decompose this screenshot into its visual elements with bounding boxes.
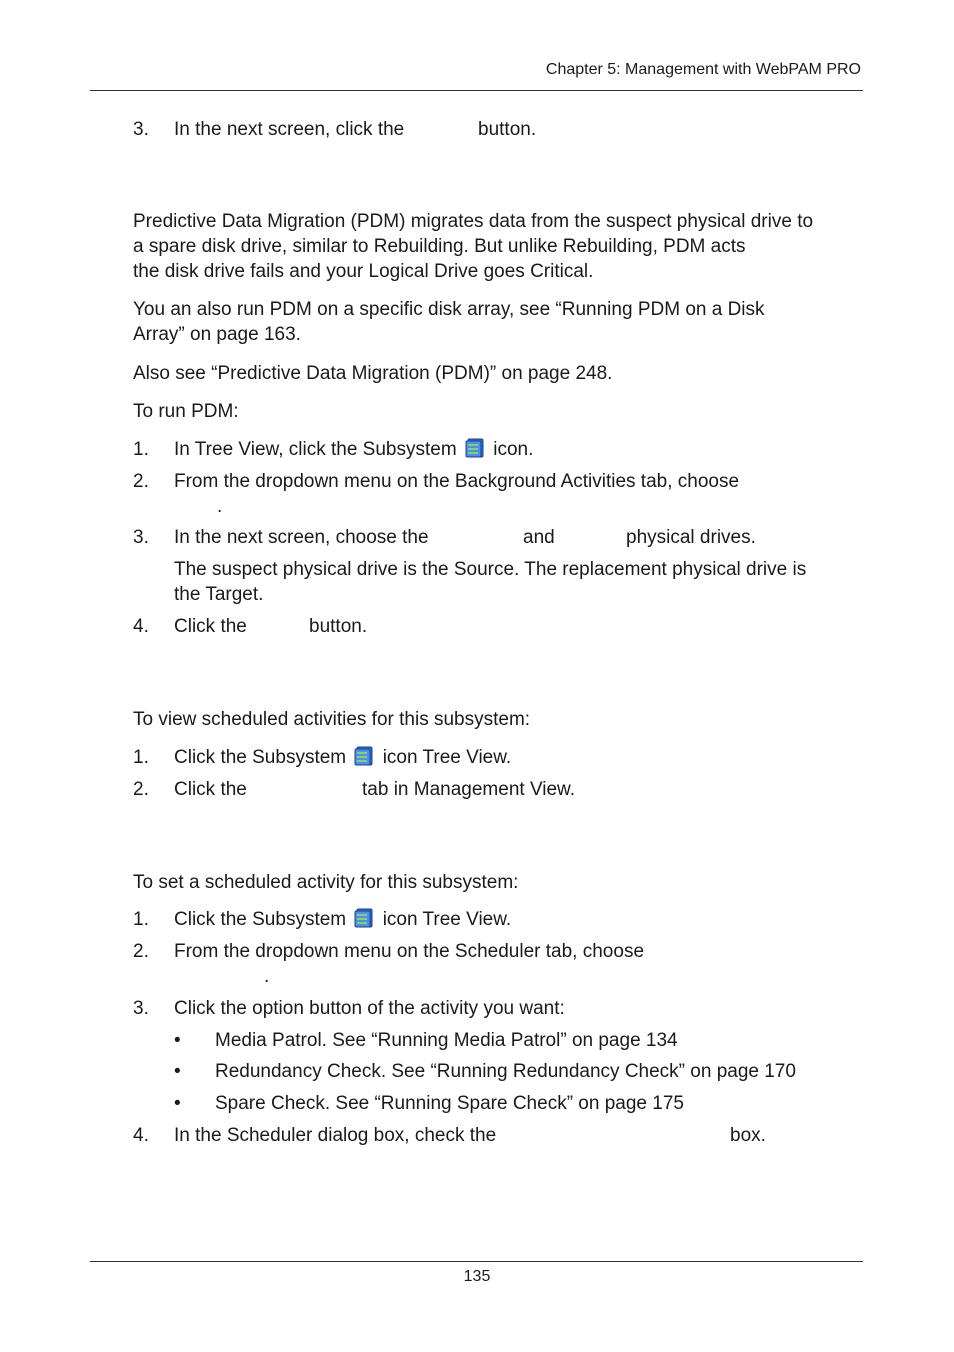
step-text: From the dropdown menu on the Background Activities tab, choose	[174, 471, 740, 492]
subsystem-icon	[353, 907, 375, 929]
pdm-also-run-line: You an also run PDM on a specific disk array, see “Running PDM on a Disk	[133, 299, 765, 320]
chapter-title: Chapter 5: Management with WebPAM PRO	[545, 61, 861, 78]
step-number: 3.	[133, 119, 149, 140]
step-text-end: button.	[309, 616, 368, 637]
bullet-marker: •	[174, 1030, 181, 1051]
step-text: Click the option button of the activity you want:	[174, 998, 565, 1019]
step-note-line: the Target.	[174, 584, 264, 605]
view-sched-intro: To view scheduled activities for this subsystem:	[133, 709, 531, 730]
step-text-end: box.	[730, 1125, 766, 1146]
pdm-also-see: Also see “Predictive Data Migration (PDM)” on page 248.	[133, 363, 613, 384]
step-number: 3.	[133, 998, 149, 1019]
step-text: From the dropdown menu on the Scheduler tab, choose	[174, 941, 645, 962]
pdm-intro-line: the disk drive fails and your Logical Drive goes Critical.	[133, 261, 594, 282]
footer-rule	[90, 1261, 863, 1262]
step-number: 1.	[133, 909, 149, 930]
step-number: 2.	[133, 471, 149, 492]
step-note-line: The suspect physical drive is the Source. The replacement physical drive is	[174, 559, 807, 580]
step-text: Click the	[174, 779, 247, 800]
step-trailing-period: .	[217, 496, 223, 517]
step-text: physical drives.	[626, 527, 756, 548]
pdm-intro-line: a spare disk drive, similar to Rebuilding. But unlike Rebuilding, PDM acts	[133, 236, 746, 257]
page-number: 135	[463, 1268, 491, 1285]
step-text-end: tab in Management View.	[362, 779, 576, 800]
bullet-item: Redundancy Check. See “Running Redundancy Check” on page 170	[215, 1061, 796, 1082]
bullet-item: Spare Check. See “Running Spare Check” on page 175	[215, 1093, 684, 1114]
bullet-marker: •	[174, 1061, 181, 1082]
step-text: In the next screen, click the	[174, 119, 405, 140]
bullet-item: Media Patrol. See “Running Media Patrol” on page 134	[215, 1030, 678, 1051]
step-number: 4.	[133, 616, 149, 637]
pdm-intro-line: Predictive Data Migration (PDM) migrates data from the suspect physical drive to	[133, 211, 814, 232]
bullet-marker: •	[174, 1093, 181, 1114]
step-number: 1.	[133, 747, 149, 768]
set-sched-intro: To set a scheduled activity for this subsystem:	[133, 872, 519, 893]
pdm-to-run: To run PDM:	[133, 401, 239, 422]
step-text: Click the Subsystem icon Tree View.	[174, 909, 512, 930]
step-trailing-period: .	[264, 966, 270, 987]
step-text: In Tree View, click the Subsystem icon.	[174, 439, 534, 460]
subsystem-icon	[353, 745, 375, 767]
step-text: In the Scheduler dialog box, check the	[174, 1125, 497, 1146]
step-number: 2.	[133, 941, 149, 962]
step-text: Click the	[174, 616, 247, 637]
step-number: 4.	[133, 1125, 149, 1146]
pdm-also-run-line: Array” on page 163.	[133, 324, 301, 345]
step-number: 3.	[133, 527, 149, 548]
step-text: In the next screen, choose the	[174, 527, 429, 548]
step-number: 1.	[133, 439, 149, 460]
step-text: and	[523, 527, 555, 548]
step-text: Click the Subsystem icon Tree View.	[174, 747, 512, 768]
subsystem-icon	[464, 437, 486, 459]
step-text-end: button.	[478, 119, 537, 140]
step-number: 2.	[133, 779, 149, 800]
page-header	[90, 0, 863, 91]
